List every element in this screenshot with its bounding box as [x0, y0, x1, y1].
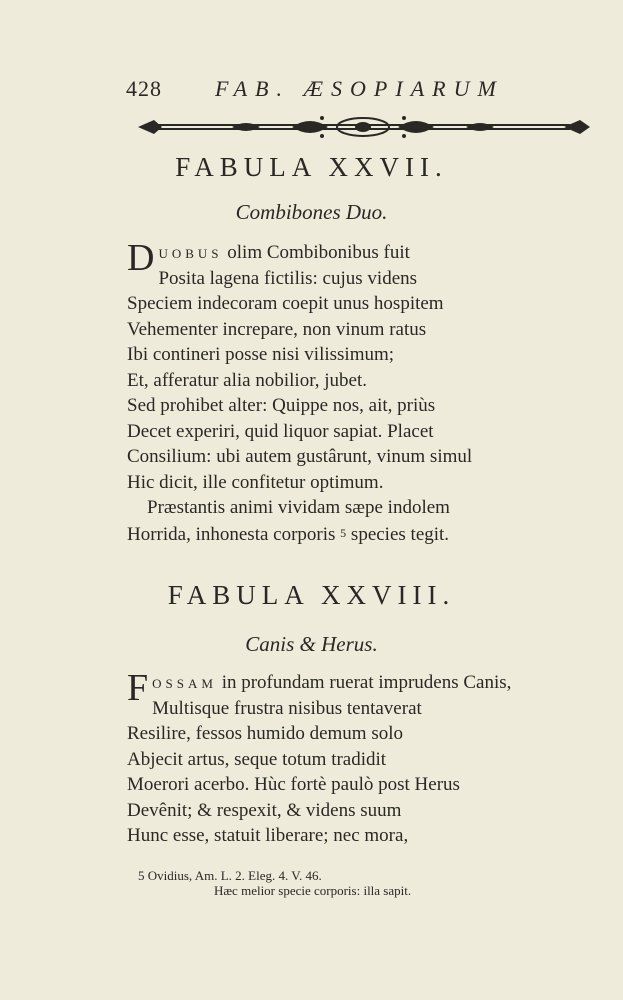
- fable-27-subtitle: Combibones Duo.: [235, 200, 388, 224]
- verse-line: Vehementer increpare, non vinum ratus: [127, 318, 427, 340]
- drop-cap: D: [127, 237, 155, 279]
- page-header: [0, 76, 623, 102]
- first-line-rest: olim Combibonibus fuit: [222, 242, 410, 263]
- footnote-quote: Hæc melior specie corporis: illa sapit.: [214, 883, 412, 898]
- first-line-rest: in profundam ruerat imprudens Canis,: [216, 672, 512, 693]
- verse-line: Decet experiri, quid liquor sapiat. Placet: [127, 420, 434, 442]
- footnotes: [138, 868, 411, 898]
- fable-28-subtitle: Canis & Herus.: [245, 632, 378, 656]
- fable-28-title: FABULA XXVIII.: [167, 580, 456, 610]
- moral-line-text: Horrida, inhonesta corporis: [127, 523, 341, 545]
- verse-line: Multisque frustra nisibus tentaverat: [152, 697, 422, 719]
- verse-line: Abjecit artus, seque totum tradidit: [127, 748, 387, 770]
- verse-line: Consilium: ubi autem gustârunt, vinum simul: [127, 446, 473, 467]
- first-word: UOBUS: [158, 246, 223, 261]
- moral-line-text: species tegit.: [346, 523, 450, 545]
- moral-line: [127, 521, 597, 547]
- first-word: OSSAM: [152, 676, 217, 691]
- verse-line: Sed prohibet alter: Quippe nos, ait, priùs: [127, 395, 436, 416]
- fable-27-verse: [127, 237, 597, 546]
- page-number: 428: [126, 76, 162, 101]
- verse-line: Posita lagena fictilis: cujus videns: [158, 267, 418, 289]
- verse-line: Resilire, fessos humido demum solo: [127, 723, 404, 744]
- verse-line: Moerori acerbo. Hùc fortè paulò post Herus: [127, 774, 460, 795]
- footnote-marker[interactable]: 5: [340, 525, 347, 540]
- drop-cap: F: [127, 667, 149, 709]
- fable-28-verse: [127, 667, 597, 849]
- verse-line: Et, afferatur alia nobilior, jubet.: [127, 369, 367, 391]
- moral-line: Præstantis animi vividam sæpe indolem: [147, 497, 450, 518]
- fable-27-title: FABULA XXVII.: [175, 152, 448, 182]
- verse-line: Hic dicit, ille confitetur optimum.: [127, 471, 384, 493]
- running-head: FAB. ÆSOPIARUM: [215, 76, 504, 101]
- verse-line: Ibi contineri posse nisi vilissimum;: [127, 344, 395, 365]
- verse-line: Speciem indecoram coepit unus hospitem: [127, 293, 444, 314]
- verse-line: Devênit; & respexit, & videns suum: [127, 799, 402, 821]
- verse-line: Hunc esse, statuit liberare; nec mora,: [127, 825, 409, 846]
- ornament-rule-icon: [132, 112, 594, 142]
- footnote-citation: 5 Ovidius, Am. L. 2. Eleg. 4. V. 46.: [138, 868, 322, 883]
